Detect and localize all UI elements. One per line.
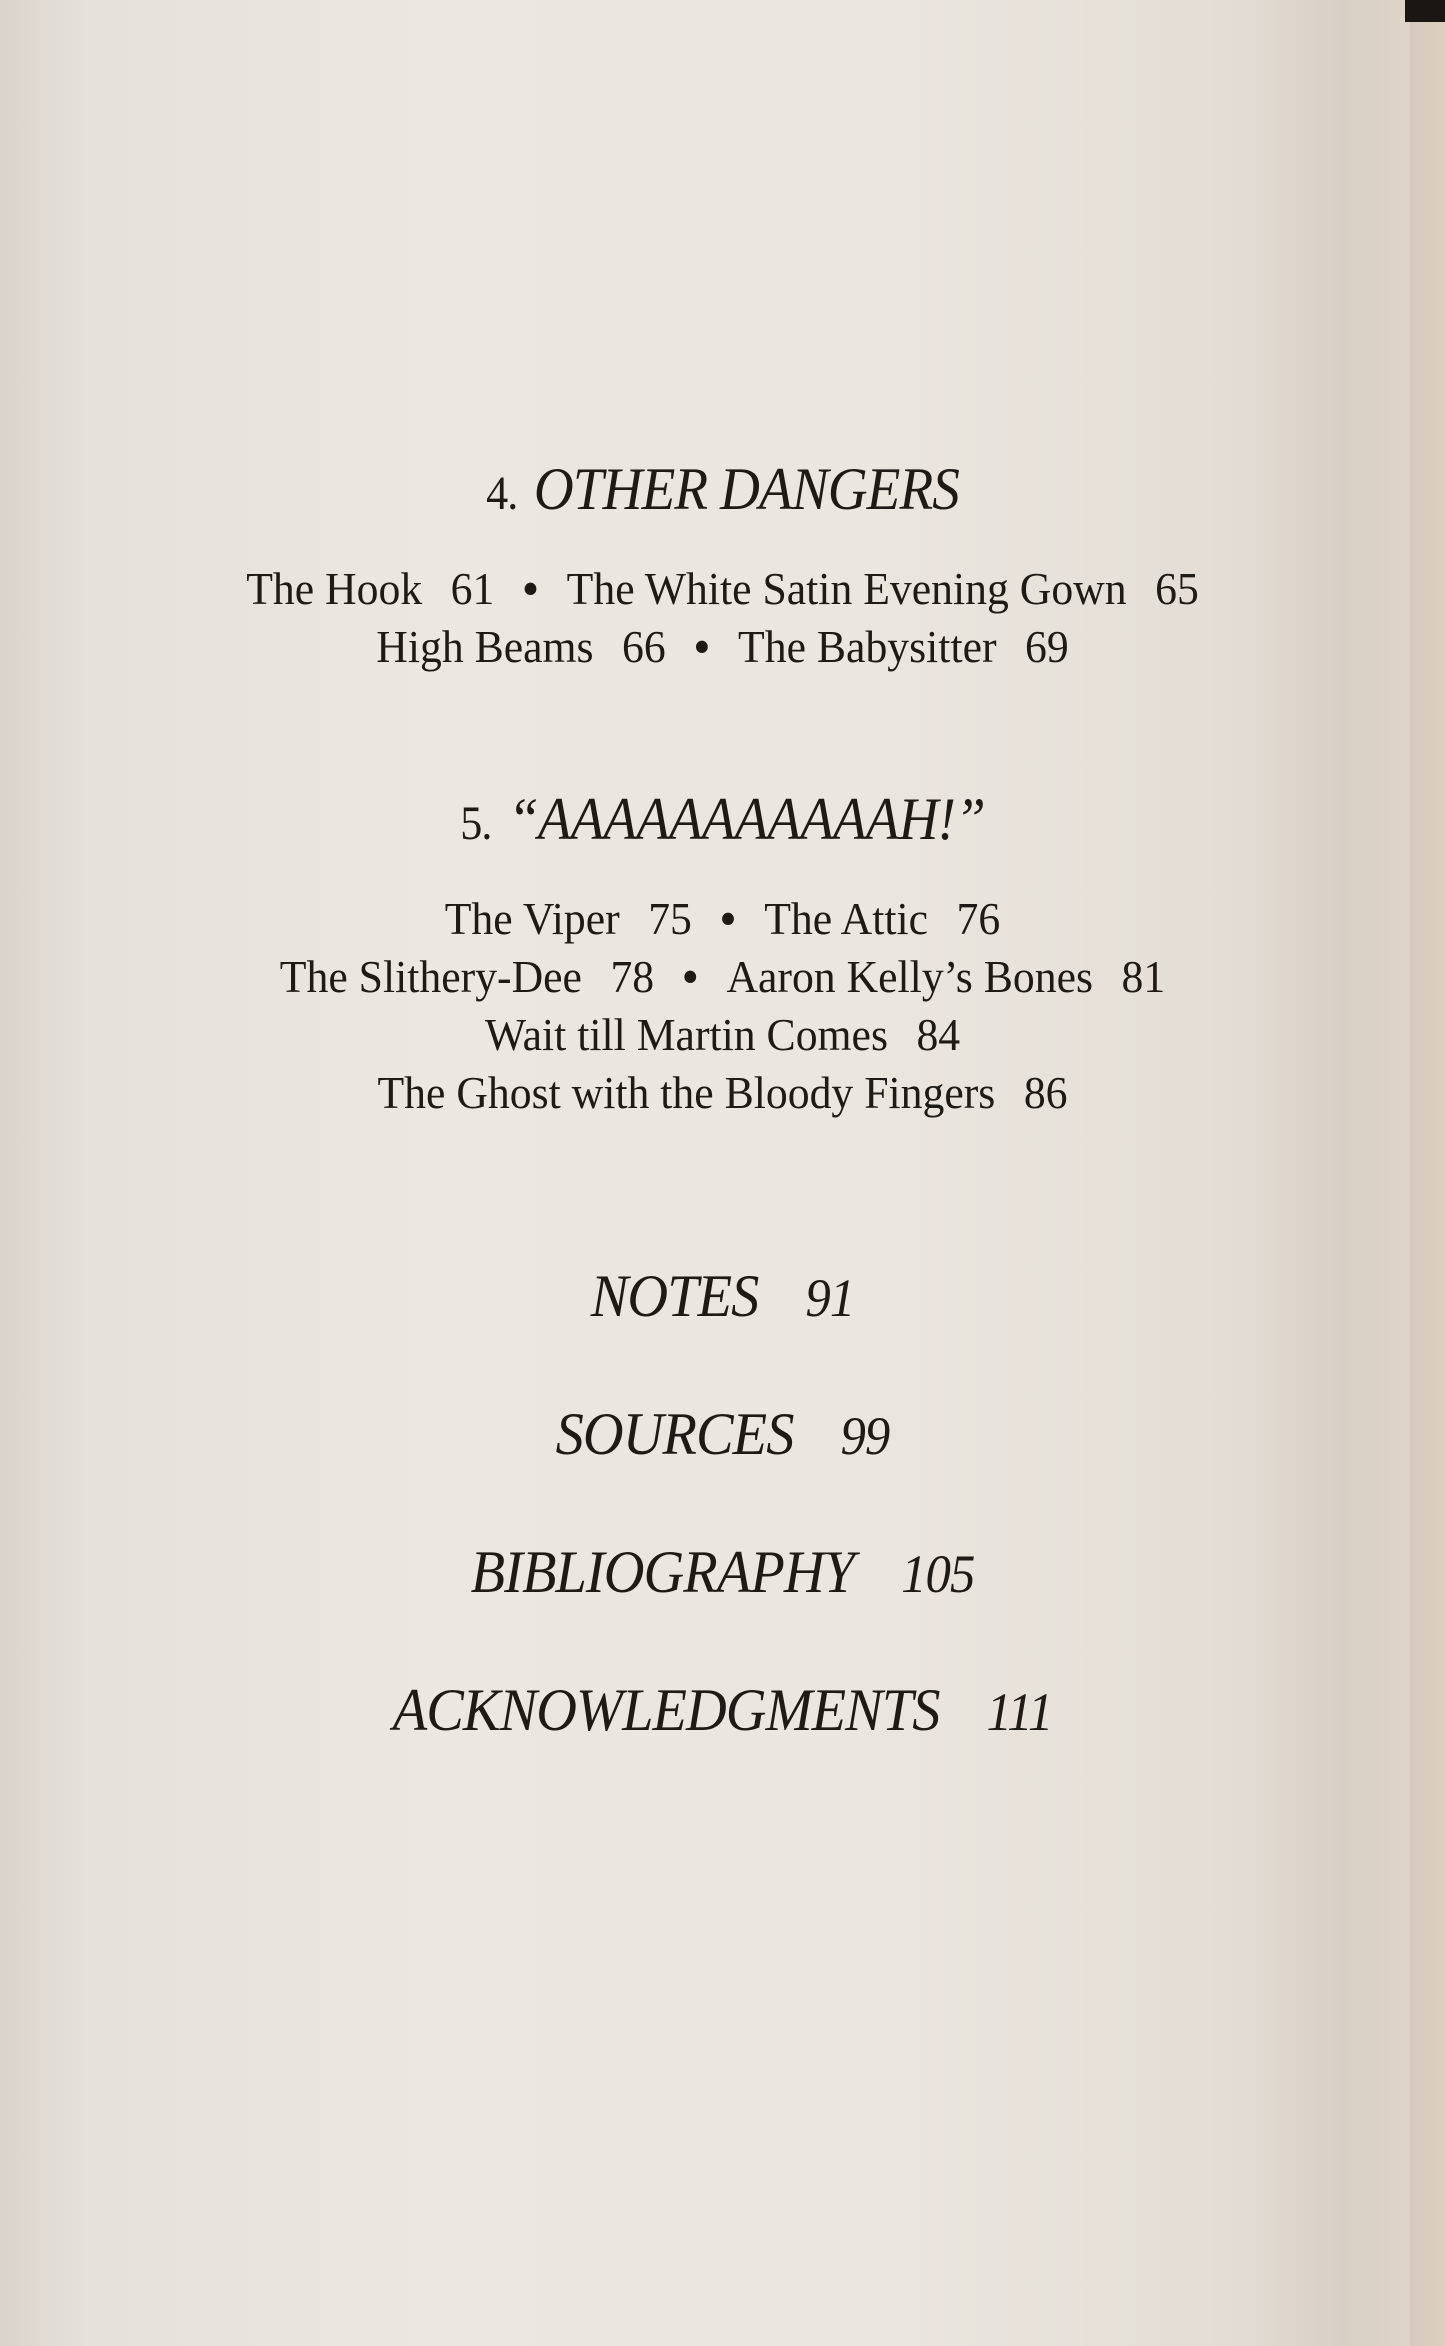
entry-title: Wait till Martin Comes (484, 1009, 888, 1060)
entry-title: Aaron Kelly’s Bones (726, 951, 1093, 1002)
toc-line (36, 1064, 1409, 1122)
entry-page: 86 (1023, 1067, 1068, 1118)
chapter-5-entries (0, 890, 1445, 1122)
toc-entry[interactable] (567, 563, 1199, 614)
entry-title: ACKNOWLEDGMENTS (392, 1677, 940, 1743)
entry-page: 75 (648, 893, 692, 944)
toc-line (36, 890, 1409, 948)
entry-page: 76 (956, 893, 1001, 944)
chapter-name: OTHER DANGERS (533, 456, 959, 522)
entry-title: The Slithery-Dee (279, 951, 582, 1002)
toc-line (36, 948, 1409, 1006)
entry-title: High Beams (376, 621, 594, 672)
entry-title: The Hook (246, 563, 423, 614)
back-matter-sources[interactable] (0, 1400, 1445, 1469)
toc-entry[interactable] (376, 621, 665, 672)
entry-page: 69 (1025, 621, 1069, 672)
toc-entry[interactable] (445, 893, 692, 944)
entry-page: 78 (610, 951, 655, 1002)
bullet-separator: • (694, 621, 710, 672)
chapter-number: 4. (486, 467, 518, 520)
entry-page: 65 (1155, 563, 1199, 614)
chapter-number: 5. (460, 797, 492, 850)
entry-title: BIBLIOGRAPHY (470, 1539, 855, 1605)
entry-page: 66 (622, 621, 666, 672)
entry-page: 105 (901, 1544, 975, 1604)
toc-entry[interactable] (280, 951, 654, 1002)
toc-line (36, 618, 1409, 676)
entry-title: The Ghost with the Bloody Fingers (377, 1067, 996, 1118)
toc-entry[interactable] (246, 563, 494, 614)
entry-page: 99 (840, 1406, 890, 1466)
chapter-4-entries (0, 560, 1445, 676)
toc-line (36, 560, 1409, 618)
toc-entry[interactable] (738, 621, 1069, 672)
entry-title: The White Satin Evening Gown (566, 563, 1127, 614)
bullet-separator: • (682, 951, 698, 1002)
entry-page: 61 (450, 563, 495, 614)
chapter-title (58, 455, 1387, 524)
entry-title: The Babysitter (738, 621, 997, 672)
entry-title: The Attic (764, 893, 929, 944)
entry-page: 91 (805, 1268, 855, 1328)
toc-entry[interactable] (726, 951, 1165, 1002)
chapter-name: “AAAAAAAAAAAH!” (508, 786, 985, 852)
entry-title: The Viper (444, 893, 620, 944)
back-matter-bibliography[interactable] (0, 1538, 1445, 1607)
entry-title: SOURCES (555, 1401, 794, 1467)
page-corner-shadow (1405, 0, 1445, 22)
entry-page: 81 (1121, 951, 1166, 1002)
back-matter-notes[interactable] (0, 1262, 1445, 1331)
toc-entry[interactable] (377, 1067, 1067, 1118)
bullet-separator: • (720, 893, 736, 944)
back-matter-acknowledgments[interactable] (0, 1676, 1445, 1745)
entry-title: NOTES (590, 1263, 759, 1329)
bullet-separator: • (522, 563, 539, 614)
entry-page: 84 (916, 1009, 961, 1060)
chapter-5-heading (0, 785, 1445, 854)
toc-entry[interactable] (764, 893, 1000, 944)
page-edge (1410, 22, 1445, 2346)
toc-entry[interactable] (485, 1009, 960, 1060)
entry-page: 111 (986, 1682, 1053, 1742)
toc-line (36, 1006, 1409, 1064)
chapter-4-heading (0, 455, 1445, 524)
chapter-title (58, 785, 1387, 854)
